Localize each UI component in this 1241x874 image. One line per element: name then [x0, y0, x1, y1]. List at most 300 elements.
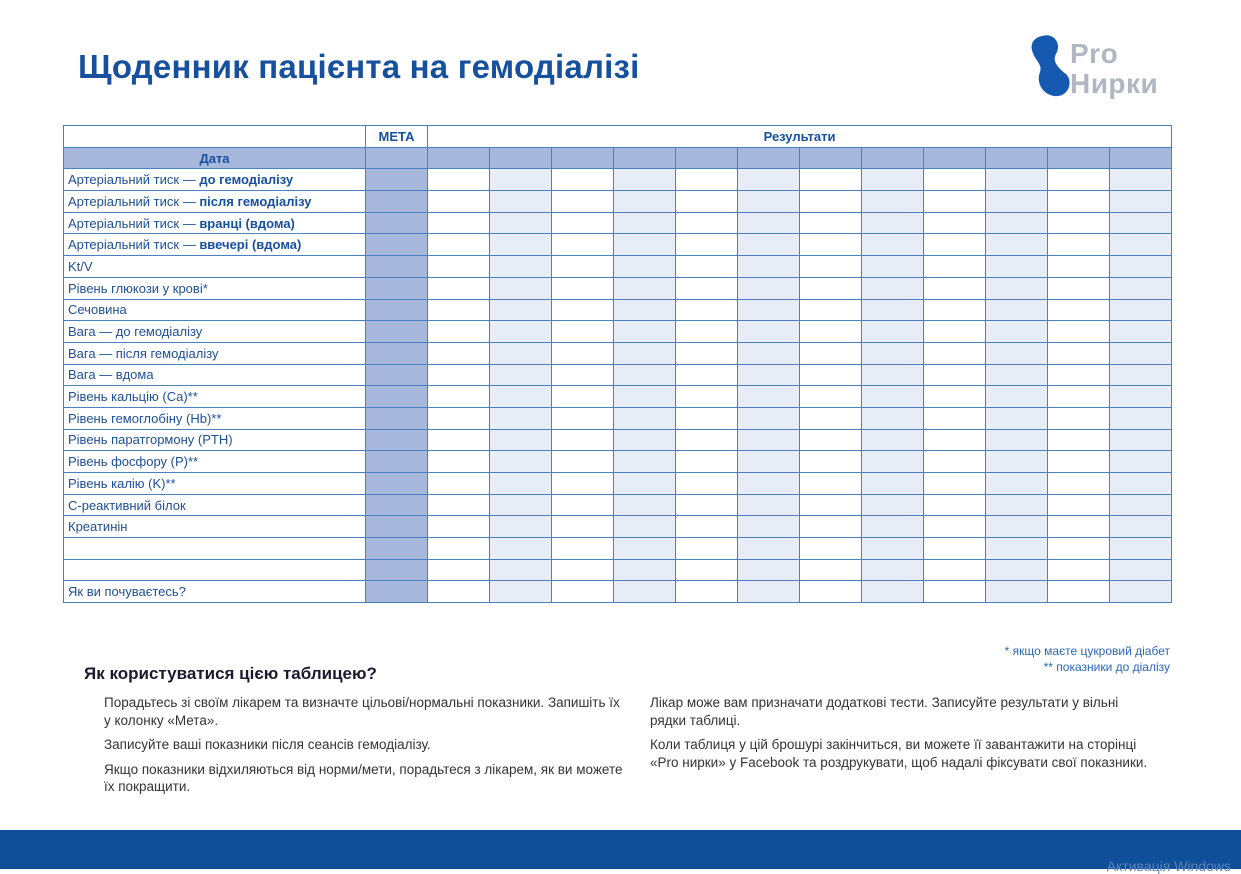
- table-row: [64, 256, 1172, 278]
- result-cell[interactable]: [862, 538, 924, 560]
- result-cell[interactable]: [800, 538, 862, 560]
- result-cell[interactable]: [924, 256, 986, 278]
- result-cell[interactable]: [552, 321, 614, 343]
- result-cell[interactable]: [1110, 581, 1172, 603]
- result-cell[interactable]: [986, 364, 1048, 386]
- result-cell[interactable]: [862, 191, 924, 213]
- result-cell[interactable]: [614, 234, 676, 256]
- result-cell[interactable]: [552, 386, 614, 408]
- result-cell[interactable]: [800, 256, 862, 278]
- row-label: [64, 473, 366, 495]
- logo-text-nyrky: Нирки: [1070, 68, 1159, 99]
- result-cell[interactable]: [428, 581, 490, 603]
- result-cell[interactable]: [676, 191, 738, 213]
- result-cell[interactable]: [986, 494, 1048, 516]
- result-cell[interactable]: [676, 321, 738, 343]
- result-cell[interactable]: [1110, 451, 1172, 473]
- meta-cell[interactable]: [366, 342, 428, 364]
- result-cell[interactable]: [800, 234, 862, 256]
- row-label-text: Kt/V: [68, 258, 93, 274]
- result-cell[interactable]: [1048, 429, 1110, 451]
- date-cell[interactable]: [862, 147, 924, 169]
- result-cell[interactable]: [924, 407, 986, 429]
- result-cell[interactable]: [862, 473, 924, 495]
- result-cell[interactable]: [800, 277, 862, 299]
- result-cell[interactable]: [428, 191, 490, 213]
- result-cell[interactable]: [986, 429, 1048, 451]
- result-cell[interactable]: [862, 451, 924, 473]
- result-cell[interactable]: [986, 581, 1048, 603]
- result-cell[interactable]: [862, 169, 924, 191]
- result-cell[interactable]: [800, 516, 862, 538]
- page-title: Щоденник пацієнта на гемодіалізі: [78, 48, 640, 85]
- result-cell[interactable]: [986, 407, 1048, 429]
- result-cell[interactable]: [738, 256, 800, 278]
- date-label: Дата: [64, 147, 366, 169]
- result-cell[interactable]: [1048, 516, 1110, 538]
- result-cell[interactable]: [1110, 191, 1172, 213]
- result-cell[interactable]: [738, 386, 800, 408]
- date-cell[interactable]: [676, 147, 738, 169]
- result-cell[interactable]: [738, 321, 800, 343]
- row-label: [64, 364, 366, 386]
- result-cell[interactable]: [924, 538, 986, 560]
- result-cell[interactable]: [738, 451, 800, 473]
- result-cell[interactable]: [862, 212, 924, 234]
- result-cell[interactable]: [1110, 277, 1172, 299]
- result-cell[interactable]: [676, 451, 738, 473]
- result-cell[interactable]: [738, 299, 800, 321]
- result-cell[interactable]: [986, 212, 1048, 234]
- meta-cell[interactable]: [366, 386, 428, 408]
- result-cell[interactable]: [800, 581, 862, 603]
- windows-activation-watermark: Активація Windows: [1106, 858, 1231, 874]
- result-cell[interactable]: [490, 321, 552, 343]
- result-cell[interactable]: [490, 234, 552, 256]
- result-cell[interactable]: [738, 277, 800, 299]
- result-cell[interactable]: [862, 516, 924, 538]
- result-cell[interactable]: [1110, 386, 1172, 408]
- result-cell[interactable]: [428, 538, 490, 560]
- result-cell[interactable]: [862, 364, 924, 386]
- result-cell[interactable]: [552, 169, 614, 191]
- result-cell[interactable]: [862, 494, 924, 516]
- result-cell[interactable]: [614, 169, 676, 191]
- result-cell[interactable]: [986, 559, 1048, 581]
- result-cell[interactable]: [490, 473, 552, 495]
- meta-cell[interactable]: [366, 299, 428, 321]
- meta-cell[interactable]: [366, 538, 428, 560]
- result-cell[interactable]: [800, 342, 862, 364]
- result-cell[interactable]: [428, 299, 490, 321]
- result-cell[interactable]: [986, 386, 1048, 408]
- patient-diary-table: [63, 125, 1172, 603]
- result-cell[interactable]: [1048, 494, 1110, 516]
- result-cell[interactable]: [490, 407, 552, 429]
- result-cell[interactable]: [800, 212, 862, 234]
- meta-cell[interactable]: [366, 277, 428, 299]
- meta-cell[interactable]: [366, 407, 428, 429]
- result-cell[interactable]: [924, 277, 986, 299]
- result-cell[interactable]: [986, 277, 1048, 299]
- date-cell[interactable]: [986, 147, 1048, 169]
- result-cell[interactable]: [738, 234, 800, 256]
- result-cell[interactable]: [552, 234, 614, 256]
- result-cell[interactable]: [924, 212, 986, 234]
- row-label: [64, 429, 366, 451]
- result-cell[interactable]: [490, 451, 552, 473]
- result-cell[interactable]: [676, 581, 738, 603]
- result-cell[interactable]: [862, 342, 924, 364]
- meta-cell[interactable]: [366, 234, 428, 256]
- result-cell[interactable]: [552, 559, 614, 581]
- result-cell[interactable]: [1048, 538, 1110, 560]
- result-cell[interactable]: [924, 169, 986, 191]
- meta-cell[interactable]: [366, 191, 428, 213]
- result-cell[interactable]: [490, 494, 552, 516]
- result-cell[interactable]: [800, 386, 862, 408]
- result-cell[interactable]: [800, 473, 862, 495]
- result-cell[interactable]: [986, 321, 1048, 343]
- result-cell[interactable]: [986, 342, 1048, 364]
- result-cell[interactable]: [986, 191, 1048, 213]
- result-cell[interactable]: [614, 386, 676, 408]
- result-cell[interactable]: [924, 494, 986, 516]
- date-cell[interactable]: [1048, 147, 1110, 169]
- result-cell[interactable]: [986, 473, 1048, 495]
- howto-paragraph: Коли таблиця у цій брошурі закінчиться, ви можете її завантажити на сторінці «Pro нирки» у Facebook та роздрукувати, щоб надалі фіксувати свої показники.: [650, 737, 1148, 770]
- result-cell[interactable]: [614, 407, 676, 429]
- result-cell[interactable]: [986, 169, 1048, 191]
- row-label-text: Рівень фосфору (P)**: [68, 454, 199, 470]
- result-cell[interactable]: [676, 407, 738, 429]
- result-cell[interactable]: [490, 299, 552, 321]
- result-cell[interactable]: [1048, 364, 1110, 386]
- result-cell[interactable]: [1110, 169, 1172, 191]
- result-cell[interactable]: [1048, 277, 1110, 299]
- result-cell[interactable]: [614, 516, 676, 538]
- result-cell[interactable]: [862, 256, 924, 278]
- result-cell[interactable]: [490, 342, 552, 364]
- result-cell[interactable]: [552, 299, 614, 321]
- result-cell[interactable]: [428, 277, 490, 299]
- result-cell[interactable]: [986, 538, 1048, 560]
- result-cell[interactable]: [614, 429, 676, 451]
- result-cell[interactable]: [862, 234, 924, 256]
- result-cell[interactable]: [800, 451, 862, 473]
- meta-cell[interactable]: [366, 256, 428, 278]
- result-cell[interactable]: [614, 321, 676, 343]
- table-row: [64, 429, 1172, 451]
- result-cell[interactable]: [428, 516, 490, 538]
- result-cell[interactable]: [862, 386, 924, 408]
- result-cell[interactable]: [614, 191, 676, 213]
- result-cell[interactable]: [986, 256, 1048, 278]
- result-cell[interactable]: [428, 407, 490, 429]
- result-cell[interactable]: [1110, 299, 1172, 321]
- result-cell[interactable]: [862, 321, 924, 343]
- result-cell[interactable]: [800, 299, 862, 321]
- row-label: [64, 212, 366, 234]
- result-cell[interactable]: [1048, 256, 1110, 278]
- result-cell[interactable]: [552, 212, 614, 234]
- row-label: [64, 581, 366, 603]
- result-cell[interactable]: [552, 342, 614, 364]
- result-cell[interactable]: [738, 191, 800, 213]
- result-cell[interactable]: [490, 169, 552, 191]
- result-cell[interactable]: [924, 321, 986, 343]
- row-label-text: Артеріальний тиск —: [68, 172, 200, 188]
- result-cell[interactable]: [428, 234, 490, 256]
- result-cell[interactable]: [1048, 473, 1110, 495]
- date-cell[interactable]: [1110, 147, 1172, 169]
- result-cell[interactable]: [738, 429, 800, 451]
- table-row: [64, 234, 1172, 256]
- result-cell[interactable]: [800, 321, 862, 343]
- result-cell[interactable]: [986, 451, 1048, 473]
- result-cell[interactable]: [1048, 559, 1110, 581]
- result-cell[interactable]: [490, 256, 552, 278]
- result-cell[interactable]: [676, 256, 738, 278]
- result-cell[interactable]: [1048, 191, 1110, 213]
- date-cell[interactable]: [490, 147, 552, 169]
- result-cell[interactable]: [1110, 364, 1172, 386]
- result-cell[interactable]: [676, 364, 738, 386]
- result-cell[interactable]: [924, 473, 986, 495]
- result-cell[interactable]: [986, 234, 1048, 256]
- result-cell[interactable]: [676, 386, 738, 408]
- meta-cell[interactable]: [366, 212, 428, 234]
- result-cell[interactable]: [490, 516, 552, 538]
- result-cell[interactable]: [676, 299, 738, 321]
- footnote-diabetes: * якщо маєте цукровий діабет: [1004, 644, 1170, 658]
- result-cell[interactable]: [924, 559, 986, 581]
- result-cell[interactable]: [552, 538, 614, 560]
- result-cell[interactable]: [428, 386, 490, 408]
- result-cell[interactable]: [552, 191, 614, 213]
- result-cell[interactable]: [1110, 256, 1172, 278]
- result-cell[interactable]: [800, 429, 862, 451]
- result-cell[interactable]: [924, 342, 986, 364]
- result-cell[interactable]: [614, 212, 676, 234]
- result-cell[interactable]: [986, 299, 1048, 321]
- result-cell[interactable]: [1110, 429, 1172, 451]
- result-cell[interactable]: [1048, 234, 1110, 256]
- meta-cell[interactable]: [366, 581, 428, 603]
- result-cell[interactable]: [862, 429, 924, 451]
- result-cell[interactable]: [614, 277, 676, 299]
- date-cell[interactable]: [738, 147, 800, 169]
- result-cell[interactable]: [428, 169, 490, 191]
- table-row: [64, 559, 1172, 581]
- result-cell[interactable]: [552, 277, 614, 299]
- meta-cell[interactable]: [366, 559, 428, 581]
- result-cell[interactable]: [552, 451, 614, 473]
- result-cell[interactable]: [614, 538, 676, 560]
- result-cell[interactable]: [428, 473, 490, 495]
- result-cell[interactable]: [1110, 407, 1172, 429]
- result-cell[interactable]: [552, 581, 614, 603]
- result-cell[interactable]: [490, 191, 552, 213]
- result-cell[interactable]: [614, 364, 676, 386]
- result-cell[interactable]: [614, 451, 676, 473]
- result-cell[interactable]: [614, 473, 676, 495]
- result-cell[interactable]: [1048, 169, 1110, 191]
- date-cell[interactable]: [614, 147, 676, 169]
- result-cell[interactable]: [490, 559, 552, 581]
- result-cell[interactable]: [1110, 559, 1172, 581]
- result-cell[interactable]: [1048, 321, 1110, 343]
- logo-text-pro: Pro: [1070, 38, 1119, 69]
- result-cell[interactable]: [1110, 212, 1172, 234]
- result-cell[interactable]: [738, 538, 800, 560]
- result-cell[interactable]: [924, 429, 986, 451]
- result-cell[interactable]: [1048, 581, 1110, 603]
- result-cell[interactable]: [862, 407, 924, 429]
- result-cell[interactable]: [552, 407, 614, 429]
- result-cell[interactable]: [738, 407, 800, 429]
- result-cell[interactable]: [676, 234, 738, 256]
- date-cell[interactable]: [800, 147, 862, 169]
- result-cell[interactable]: [1110, 321, 1172, 343]
- result-cell[interactable]: [924, 386, 986, 408]
- result-cell[interactable]: [428, 212, 490, 234]
- result-cell[interactable]: [738, 473, 800, 495]
- result-cell[interactable]: [428, 364, 490, 386]
- result-cell[interactable]: [738, 342, 800, 364]
- meta-cell[interactable]: [366, 364, 428, 386]
- result-cell[interactable]: [738, 169, 800, 191]
- meta-cell[interactable]: [366, 494, 428, 516]
- result-cell[interactable]: [552, 256, 614, 278]
- meta-cell[interactable]: [366, 451, 428, 473]
- table-header-row: [64, 126, 1172, 148]
- result-cell[interactable]: [862, 581, 924, 603]
- result-cell[interactable]: [676, 277, 738, 299]
- result-cell[interactable]: [490, 538, 552, 560]
- meta-cell[interactable]: [366, 169, 428, 191]
- result-cell[interactable]: [924, 581, 986, 603]
- howto-paragraph: Лікар може вам призначати додаткові тести. Записуйте результати у вільні рядки таблиці.: [650, 695, 1119, 728]
- result-cell[interactable]: [1048, 451, 1110, 473]
- result-cell[interactable]: [614, 299, 676, 321]
- result-cell[interactable]: [614, 342, 676, 364]
- result-cell[interactable]: [1048, 212, 1110, 234]
- table-row: [64, 516, 1172, 538]
- date-cell[interactable]: [924, 147, 986, 169]
- result-cell[interactable]: [800, 169, 862, 191]
- result-cell[interactable]: [428, 321, 490, 343]
- result-cell[interactable]: [924, 234, 986, 256]
- result-cell[interactable]: [490, 581, 552, 603]
- result-cell[interactable]: [676, 516, 738, 538]
- result-cell[interactable]: [676, 538, 738, 560]
- result-cell[interactable]: [800, 494, 862, 516]
- result-cell[interactable]: [490, 386, 552, 408]
- row-label: [64, 234, 366, 256]
- result-cell[interactable]: [614, 559, 676, 581]
- result-cell[interactable]: [1110, 516, 1172, 538]
- result-cell[interactable]: [862, 559, 924, 581]
- result-cell[interactable]: [738, 581, 800, 603]
- result-cell[interactable]: [986, 516, 1048, 538]
- result-cell[interactable]: [1110, 494, 1172, 516]
- result-cell[interactable]: [428, 256, 490, 278]
- result-cell[interactable]: [552, 473, 614, 495]
- result-cell[interactable]: [552, 516, 614, 538]
- result-cell[interactable]: [862, 277, 924, 299]
- result-cell[interactable]: [490, 277, 552, 299]
- row-label: [64, 321, 366, 343]
- result-cell[interactable]: [862, 299, 924, 321]
- date-meta-cell[interactable]: [366, 147, 428, 169]
- result-cell[interactable]: [552, 494, 614, 516]
- result-cell[interactable]: [1048, 407, 1110, 429]
- meta-cell[interactable]: [366, 429, 428, 451]
- result-cell[interactable]: [1048, 386, 1110, 408]
- result-cell[interactable]: [800, 364, 862, 386]
- result-cell[interactable]: [924, 364, 986, 386]
- table-row: [64, 386, 1172, 408]
- result-cell[interactable]: [552, 364, 614, 386]
- result-cell[interactable]: [738, 494, 800, 516]
- result-cell[interactable]: [1110, 473, 1172, 495]
- result-cell[interactable]: [676, 559, 738, 581]
- date-cell[interactable]: [552, 147, 614, 169]
- result-cell[interactable]: [738, 516, 800, 538]
- result-cell[interactable]: [490, 429, 552, 451]
- date-cell[interactable]: [428, 147, 490, 169]
- result-cell[interactable]: [924, 516, 986, 538]
- result-cell[interactable]: [676, 473, 738, 495]
- result-cell[interactable]: [614, 581, 676, 603]
- result-cell[interactable]: [676, 342, 738, 364]
- result-cell[interactable]: [614, 256, 676, 278]
- result-cell[interactable]: [614, 494, 676, 516]
- result-cell[interactable]: [1110, 538, 1172, 560]
- result-cell[interactable]: [800, 407, 862, 429]
- result-cell[interactable]: [1048, 299, 1110, 321]
- result-cell[interactable]: [738, 559, 800, 581]
- result-cell[interactable]: [676, 169, 738, 191]
- result-cell[interactable]: [738, 212, 800, 234]
- result-cell[interactable]: [924, 191, 986, 213]
- result-cell[interactable]: [490, 364, 552, 386]
- meta-cell[interactable]: [366, 516, 428, 538]
- result-cell[interactable]: [800, 191, 862, 213]
- result-cell[interactable]: [428, 559, 490, 581]
- result-cell[interactable]: [924, 299, 986, 321]
- result-cell[interactable]: [428, 342, 490, 364]
- result-cell[interactable]: [552, 429, 614, 451]
- result-cell[interactable]: [676, 494, 738, 516]
- result-cell[interactable]: [738, 364, 800, 386]
- result-cell[interactable]: [428, 429, 490, 451]
- row-label-text: Артеріальний тиск —: [68, 193, 200, 209]
- result-cell[interactable]: [1110, 234, 1172, 256]
- result-cell[interactable]: [490, 212, 552, 234]
- result-cell[interactable]: [428, 451, 490, 473]
- result-cell[interactable]: [428, 494, 490, 516]
- result-cell[interactable]: [676, 429, 738, 451]
- result-cell[interactable]: [1110, 342, 1172, 364]
- result-cell[interactable]: [676, 212, 738, 234]
- result-cell[interactable]: [800, 559, 862, 581]
- result-cell[interactable]: [1048, 342, 1110, 364]
- meta-cell[interactable]: [366, 473, 428, 495]
- meta-cell[interactable]: [366, 321, 428, 343]
- result-cell[interactable]: [924, 451, 986, 473]
